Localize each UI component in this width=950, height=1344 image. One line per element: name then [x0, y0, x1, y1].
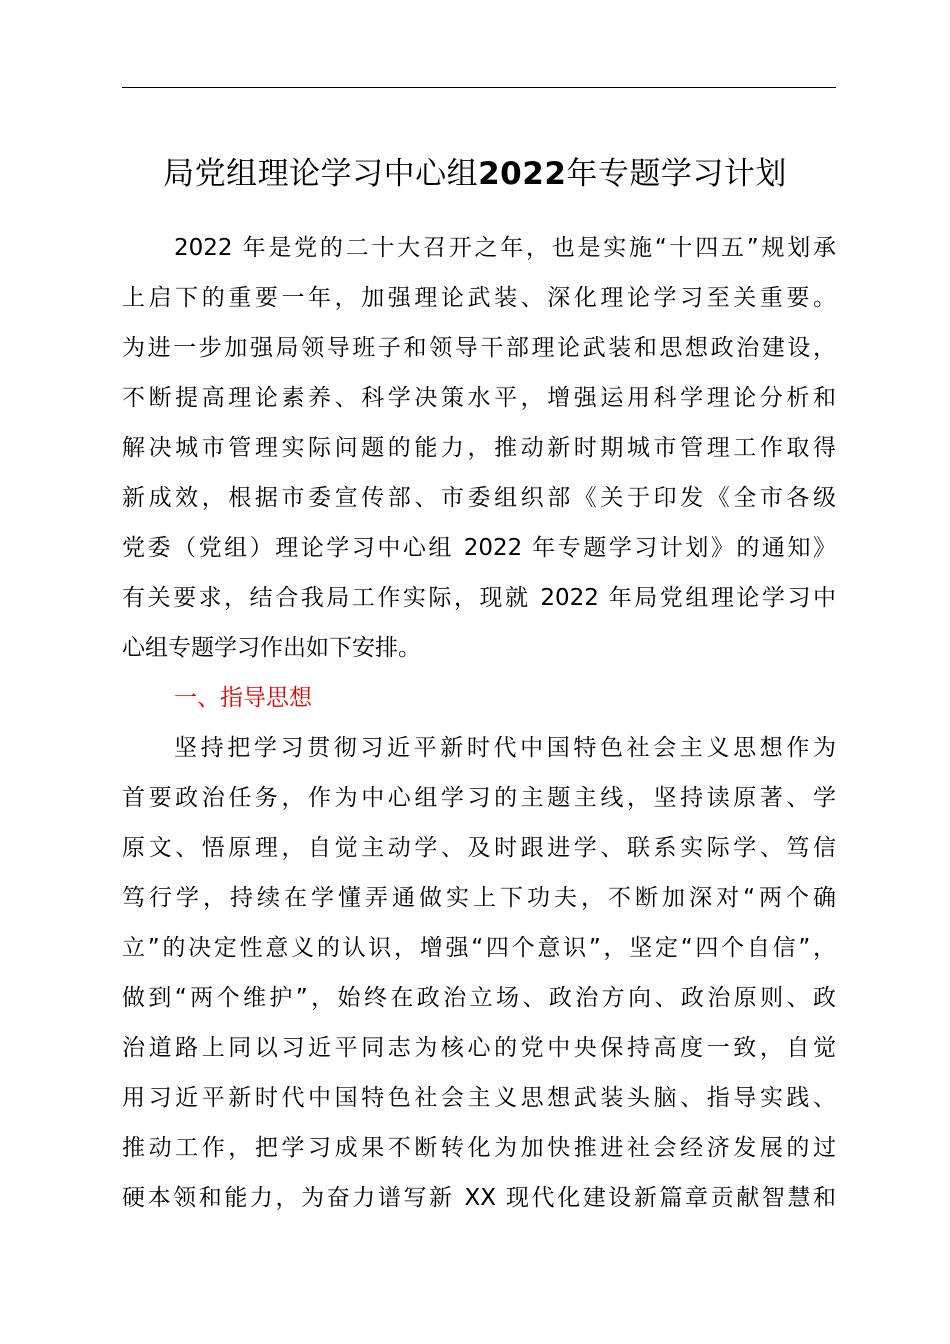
section-heading: 一、指导思想	[174, 685, 312, 711]
paragraph-line: 立”的决定性意义的认识，增强“四个意识”，坚定“四个自信”，	[122, 935, 836, 961]
title-part-1: 局党组理论学习中心组	[163, 156, 479, 192]
paragraph-line: 为进一步加强局领导班子和领导干部理论武装和思想政治建设，	[122, 335, 836, 361]
title-part-2: 年专题学习计划	[566, 156, 787, 192]
paragraph-line: 新成效，根据市委宣传部、市委组织部《关于印发《全市各级	[122, 485, 836, 511]
paragraph-line: 坚持把学习贯彻习近平新时代中国特色社会主义思想作为	[174, 735, 836, 761]
paragraph-line: 做到“两个维护”，始终在政治立场、政治方向、政治原则、政	[122, 985, 836, 1011]
title-year: 2022	[478, 156, 567, 192]
paragraph-line: 党委（党组）理论学习中心组 2022 年专题学习计划》的通知》	[122, 535, 836, 561]
paragraph-line: 2022 年是党的二十大召开之年，也是实施“十四五”规划承	[174, 235, 836, 261]
document-title	[0, 150, 950, 198]
paragraph-line: 上启下的重要一年，加强理论武装、深化理论学习至关重要。	[122, 285, 836, 311]
paragraph-line: 首要政治任务，作为中心组学习的主题主线，坚持读原著、学	[122, 785, 836, 811]
paragraph-line: 用习近平新时代中国特色社会主义思想武装头脑、指导实践、	[122, 1085, 836, 1111]
paragraph-line: 解决城市管理实际问题的能力，推动新时期城市管理工作取得	[122, 435, 836, 461]
paragraph-line: 心组专题学习作出如下安排。	[122, 635, 421, 661]
paragraph-line: 有关要求，结合我局工作实际，现就 2022 年局党组理论学习中	[122, 585, 836, 611]
paragraph-line: 推动工作，把学习成果不断转化为加快推进社会经济发展的过	[122, 1135, 836, 1161]
paragraph-line: 不断提高理论素养、科学决策水平，增强运用科学理论分析和	[122, 385, 836, 411]
paragraph-line: 笃行学，持续在学懂弄通做实上下功夫，不断加深对“两个确	[122, 885, 836, 911]
paragraph-line: 硬本领和能力，为奋力谱写新 XX 现代化建设新篇章贡献智慧和	[122, 1185, 836, 1211]
paragraph-line: 原文、悟原理，自觉主动学、及时跟进学、联系实际学、笃信	[122, 835, 836, 861]
paragraph-line: 治道路上同以习近平同志为核心的党中央保持高度一致，自觉	[122, 1035, 836, 1061]
header-rule	[122, 87, 836, 88]
